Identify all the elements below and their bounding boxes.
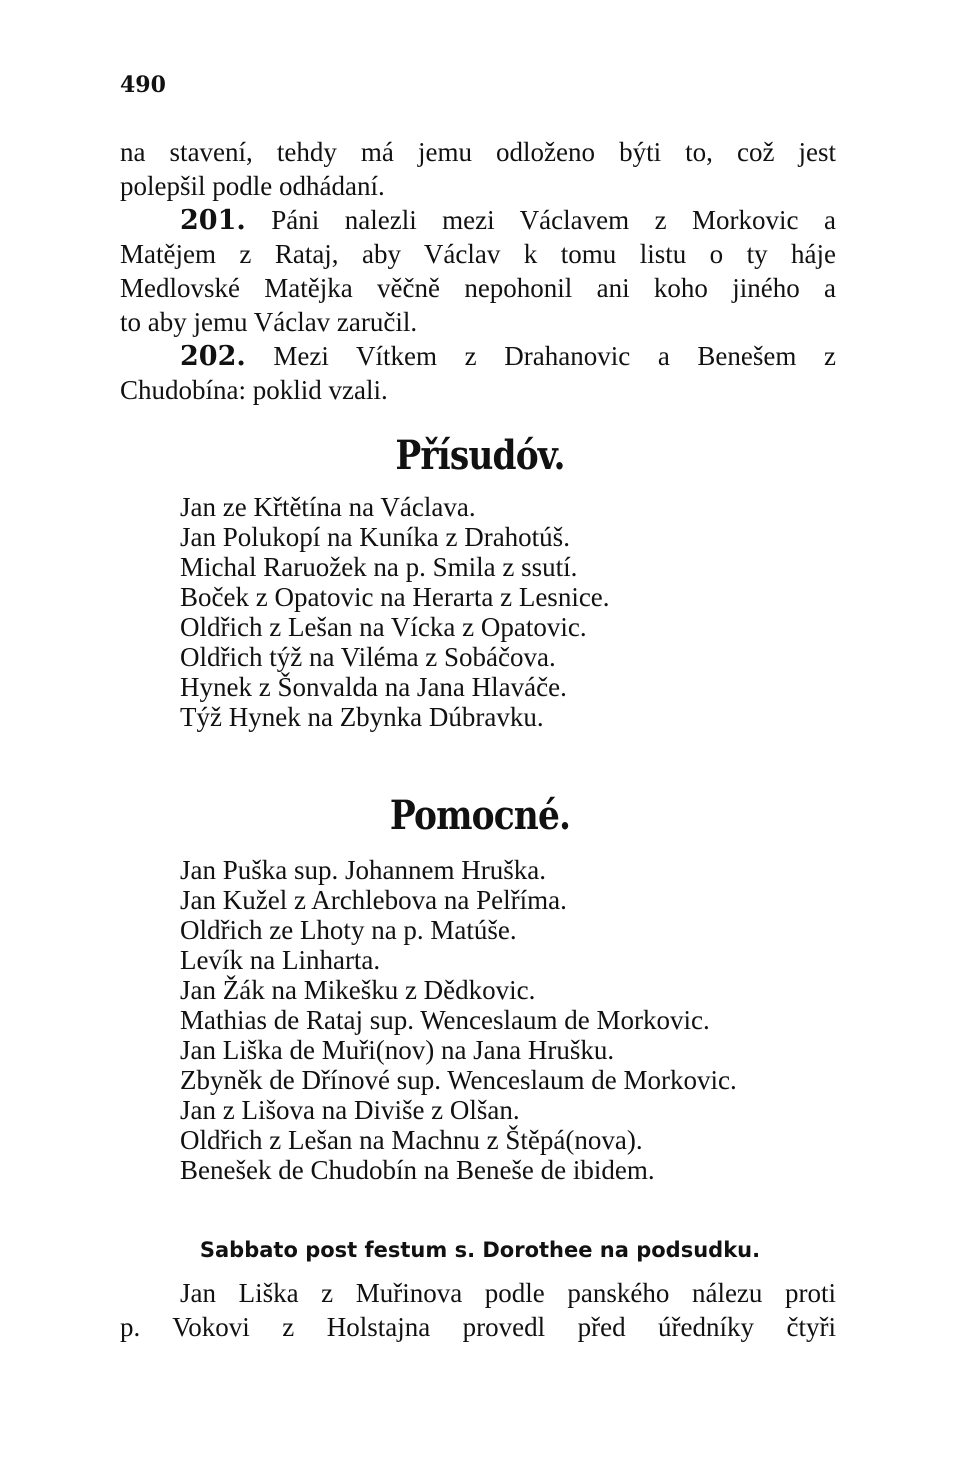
session-line: p. Vokovi z Holstajna provedl před úředníky čtyři [120,1312,836,1342]
session-heading: Sabbato post festum s. Dorothee na podsudku. [199,1238,761,1262]
list-item: Benešek de Chudobín na Beneše de ibidem. [180,1155,655,1185]
list-item: Jan Puška sup. Johannem Hruška. [180,855,546,885]
paragraph-201-first-line [180,203,836,238]
list-item: Levík na Linharta. [180,945,381,975]
pomocne-list [180,855,737,1185]
list-item: Týž Hynek na Zbynka Dúbravku. [180,702,544,732]
list-item: Jan Žák na Mikešku z Dědkovic. [180,975,536,1005]
list-item: Jan Polukopí na Kuníka z Drahotúš. [180,522,570,552]
intro-line: polepšil podle odhádaní. [120,171,385,201]
paragraph-201-line: to aby jemu Václav zaručil. [120,307,418,337]
paragraph-202-line: Chudobína: poklid vzali. [120,375,388,405]
list-item: Jan ze Křtětína na Václava. [180,492,476,522]
paragraph-text: Mezi Vítkem z Drahanovic a Benešem z [273,341,837,371]
list-item: Hynek z Šonvalda na Jana Hlaváče. [180,672,567,702]
paragraph-number: 202. [180,341,246,372]
intro-line: na stavení, tehdy má jemu odloženo býti to, což jest [120,137,836,167]
list-item: Zbyněk de Dřínové sup. Wenceslaum de Morkovic. [180,1065,737,1095]
list-item: Oldřich týž na Viléma z Sobáčova. [180,642,556,672]
paragraph-201-line: Medlovské Matějka věčně nepohonil ani koho jiného a [120,273,836,303]
list-item: Boček z Opatovic na Herarta z Lesnice. [180,582,610,612]
section-heading-prisudov: Přísudóv. [395,432,565,479]
list-item: Jan Liška de Muři(nov) na Jana Hrušku. [180,1035,615,1065]
list-item: Jan z Lišova na Diviše z Olšan. [180,1095,520,1125]
list-item: Michal Raruožek na p. Smila z ssutí. [180,552,578,582]
paragraph-201-line: Matějem z Rataj, aby Václav k tomu listu o ty háje [120,239,836,269]
list-item: Oldřich z Lešan na Machnu z Štěpá(nova). [180,1125,643,1155]
list-item: Oldřich z Lešan na Vícka z Opatovic. [180,612,587,642]
session-line: Jan Liška z Muřinova podle panského nálezu proti [180,1278,836,1308]
paragraph-202-first-line [180,339,836,374]
list-item: Oldřich ze Lhoty na p. Matúše. [180,915,517,945]
page-number: 490 [120,72,166,98]
prisudov-list [180,492,610,732]
paragraph-text: Páni nalezli mezi Václavem z Morkovic a [271,205,836,235]
section-heading-pomocne: Pomocné. [389,792,571,839]
paragraph-number: 201. [180,205,246,236]
list-item: Mathias de Rataj sup. Wenceslaum de Morkovic. [180,1005,710,1035]
list-item: Jan Kužel z Archlebova na Pelříma. [180,885,567,915]
